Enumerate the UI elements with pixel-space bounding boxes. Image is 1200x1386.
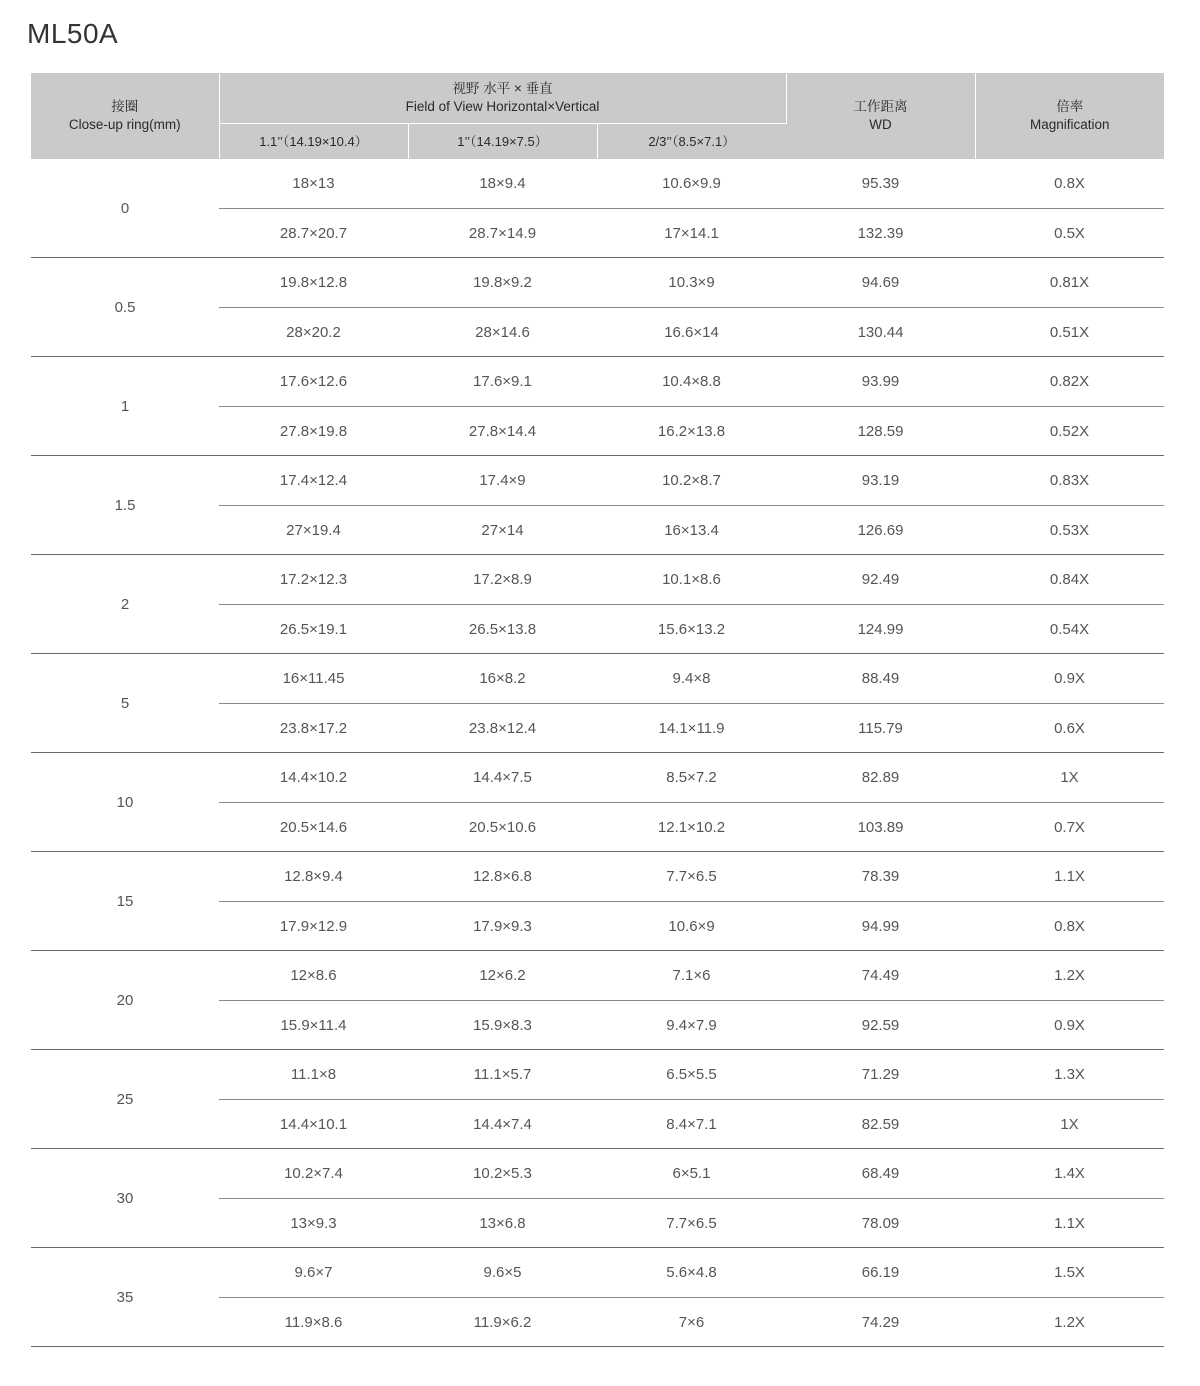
- table-row: [31, 753, 1164, 803]
- fov-1-1-cell: 11.9×8.6: [219, 1298, 408, 1347]
- magnification-cell: 0.7X: [975, 803, 1164, 852]
- magnification-cell: 1X: [975, 753, 1164, 803]
- fov-1-cell: 17.6×9.1: [408, 357, 597, 407]
- wd-cell: 128.59: [786, 407, 975, 456]
- magnification-cell: 1.1X: [975, 1199, 1164, 1248]
- table-header: [31, 73, 1164, 159]
- fov-2-3-cell: 9.4×8: [597, 654, 786, 704]
- close-up-ring-cell: 10: [31, 753, 219, 852]
- magnification-cell: 0.84X: [975, 555, 1164, 605]
- magnification-cell: 1.1X: [975, 852, 1164, 902]
- fov-1-cell: 27.8×14.4: [408, 407, 597, 456]
- fov-1-1-cell: 9.6×7: [219, 1248, 408, 1298]
- fov-1-1-cell: 16×11.45: [219, 654, 408, 704]
- header-fov-sensor-1: 1’’（14.19×7.5）: [408, 124, 597, 160]
- magnification-cell: 0.5X: [975, 209, 1164, 258]
- fov-1-cell: 11.1×5.7: [408, 1050, 597, 1100]
- wd-cell: 66.19: [786, 1248, 975, 1298]
- magnification-cell: 0.82X: [975, 357, 1164, 407]
- table-row: [31, 555, 1164, 605]
- magnification-cell: 0.6X: [975, 704, 1164, 753]
- fov-2-3-cell: 5.6×4.8: [597, 1248, 786, 1298]
- wd-cell: 124.99: [786, 605, 975, 654]
- wd-cell: 71.29: [786, 1050, 975, 1100]
- fov-1-1-cell: 12.8×9.4: [219, 852, 408, 902]
- magnification-cell: 1X: [975, 1100, 1164, 1149]
- header-ring: [31, 73, 219, 159]
- close-up-ring-cell: 2: [31, 555, 219, 654]
- fov-1-cell: 14.4×7.5: [408, 753, 597, 803]
- table-row: [31, 1050, 1164, 1100]
- wd-cell: 103.89: [786, 803, 975, 852]
- wd-cell: 78.09: [786, 1199, 975, 1248]
- fov-1-cell: 17.2×8.9: [408, 555, 597, 605]
- wd-cell: 93.19: [786, 456, 975, 506]
- table-row: [31, 852, 1164, 902]
- close-up-ring-cell: 25: [31, 1050, 219, 1149]
- fov-1-1-cell: 20.5×14.6: [219, 803, 408, 852]
- fov-2-3-cell: 15.6×13.2: [597, 605, 786, 654]
- wd-cell: 115.79: [786, 704, 975, 753]
- fov-1-1-cell: 26.5×19.1: [219, 605, 408, 654]
- table-row: [31, 258, 1164, 308]
- fov-1-cell: 12.8×6.8: [408, 852, 597, 902]
- close-up-ring-cell: 0: [31, 159, 219, 258]
- fov-1-1-cell: 11.1×8: [219, 1050, 408, 1100]
- magnification-cell: 1.4X: [975, 1149, 1164, 1199]
- wd-cell: 74.49: [786, 951, 975, 1001]
- magnification-cell: 0.9X: [975, 1001, 1164, 1050]
- fov-2-3-cell: 16.6×14: [597, 308, 786, 357]
- fov-2-3-cell: 16.2×13.8: [597, 407, 786, 456]
- wd-cell: 132.39: [786, 209, 975, 258]
- fov-1-cell: 10.2×5.3: [408, 1149, 597, 1199]
- close-up-ring-cell: 15: [31, 852, 219, 951]
- close-up-ring-cell: 1.5: [31, 456, 219, 555]
- magnification-cell: 1.2X: [975, 1298, 1164, 1347]
- fov-1-cell: 18×9.4: [408, 159, 597, 209]
- fov-2-3-cell: 16×13.4: [597, 506, 786, 555]
- fov-1-cell: 26.5×13.8: [408, 605, 597, 654]
- table-row: [31, 654, 1164, 704]
- magnification-cell: 0.9X: [975, 654, 1164, 704]
- fov-2-3-cell: 10.1×8.6: [597, 555, 786, 605]
- fov-2-3-cell: 12.1×10.2: [597, 803, 786, 852]
- magnification-cell: 0.54X: [975, 605, 1164, 654]
- fov-2-3-cell: 10.3×9: [597, 258, 786, 308]
- fov-2-3-cell: 7×6: [597, 1298, 786, 1347]
- spec-table: [31, 73, 1164, 1347]
- fov-2-3-cell: 8.4×7.1: [597, 1100, 786, 1149]
- fov-1-cell: 13×6.8: [408, 1199, 597, 1248]
- close-up-ring-cell: 1: [31, 357, 219, 456]
- wd-cell: 74.29: [786, 1298, 975, 1347]
- magnification-cell: 1.3X: [975, 1050, 1164, 1100]
- fov-1-1-cell: 10.2×7.4: [219, 1149, 408, 1199]
- fov-2-3-cell: 17×14.1: [597, 209, 786, 258]
- fov-1-cell: 11.9×6.2: [408, 1298, 597, 1347]
- table-body: [31, 159, 1164, 1347]
- close-up-ring-cell: 20: [31, 951, 219, 1050]
- fov-1-1-cell: 27×19.4: [219, 506, 408, 555]
- close-up-ring-cell: 30: [31, 1149, 219, 1248]
- close-up-ring-cell: 0.5: [31, 258, 219, 357]
- fov-1-1-cell: 17.2×12.3: [219, 555, 408, 605]
- fov-1-1-cell: 18×13: [219, 159, 408, 209]
- fov-2-3-cell: 7.1×6: [597, 951, 786, 1001]
- magnification-cell: 0.81X: [975, 258, 1164, 308]
- table-row: [31, 357, 1164, 407]
- fov-2-3-cell: 7.7×6.5: [597, 1199, 786, 1248]
- fov-1-1-cell: 17.4×12.4: [219, 456, 408, 506]
- wd-cell: 92.59: [786, 1001, 975, 1050]
- fov-2-3-cell: 10.4×8.8: [597, 357, 786, 407]
- fov-1-1-cell: 28×20.2: [219, 308, 408, 357]
- header-fov-sensor-1-1: 1.1’’（14.19×10.4）: [219, 124, 408, 160]
- fov-2-3-cell: 8.5×7.2: [597, 753, 786, 803]
- header-wd-zh: 工作距离: [853, 99, 908, 114]
- wd-cell: 88.49: [786, 654, 975, 704]
- fov-1-1-cell: 23.8×17.2: [219, 704, 408, 753]
- fov-1-cell: 20.5×10.6: [408, 803, 597, 852]
- wd-cell: 68.49: [786, 1149, 975, 1199]
- fov-1-1-cell: 14.4×10.1: [219, 1100, 408, 1149]
- fov-1-1-cell: 17.9×12.9: [219, 902, 408, 951]
- fov-1-cell: 16×8.2: [408, 654, 597, 704]
- table-row: [31, 456, 1164, 506]
- wd-cell: 93.99: [786, 357, 975, 407]
- header-wd-en: WD: [869, 117, 892, 132]
- fov-2-3-cell: 10.6×9.9: [597, 159, 786, 209]
- header-ring-en: Close-up ring(mm): [68, 117, 181, 132]
- fov-1-cell: 27×14: [408, 506, 597, 555]
- table-row: [31, 951, 1164, 1001]
- wd-cell: 95.39: [786, 159, 975, 209]
- magnification-cell: 0.53X: [975, 506, 1164, 555]
- fov-1-cell: 19.8×9.2: [408, 258, 597, 308]
- magnification-cell: 1.2X: [975, 951, 1164, 1001]
- fov-1-cell: 12×6.2: [408, 951, 597, 1001]
- wd-cell: 94.99: [786, 902, 975, 951]
- close-up-ring-cell: 35: [31, 1248, 219, 1347]
- fov-2-3-cell: 7.7×6.5: [597, 852, 786, 902]
- header-fov-zh: 视野 水平 × 垂直: [452, 81, 553, 96]
- magnification-cell: 0.8X: [975, 159, 1164, 209]
- wd-cell: 130.44: [786, 308, 975, 357]
- magnification-cell: 0.8X: [975, 902, 1164, 951]
- fov-2-3-cell: 10.2×8.7: [597, 456, 786, 506]
- fov-1-1-cell: 15.9×11.4: [219, 1001, 408, 1050]
- table-row: [31, 159, 1164, 209]
- fov-1-1-cell: 28.7×20.7: [219, 209, 408, 258]
- header-mag-zh: 倍率: [1056, 99, 1084, 114]
- header-fov: [219, 73, 786, 124]
- fov-2-3-cell: 6×5.1: [597, 1149, 786, 1199]
- fov-1-cell: 28.7×14.9: [408, 209, 597, 258]
- magnification-cell: 0.52X: [975, 407, 1164, 456]
- fov-1-1-cell: 19.8×12.8: [219, 258, 408, 308]
- page-title: ML50A: [27, 18, 119, 49]
- fov-2-3-cell: 14.1×11.9: [597, 704, 786, 753]
- close-up-ring-cell: 5: [31, 654, 219, 753]
- fov-1-1-cell: 12×8.6: [219, 951, 408, 1001]
- fov-1-cell: 17.9×9.3: [408, 902, 597, 951]
- wd-cell: 82.89: [786, 753, 975, 803]
- wd-cell: 92.49: [786, 555, 975, 605]
- wd-cell: 94.69: [786, 258, 975, 308]
- wd-cell: 78.39: [786, 852, 975, 902]
- fov-1-1-cell: 27.8×19.8: [219, 407, 408, 456]
- fov-2-3-cell: 9.4×7.9: [597, 1001, 786, 1050]
- fov-1-1-cell: 14.4×10.2: [219, 753, 408, 803]
- header-fov-sensor-2-3: 2/3’’（8.5×7.1）: [597, 124, 786, 160]
- wd-cell: 126.69: [786, 506, 975, 555]
- table-row: [31, 1248, 1164, 1298]
- header-magnification: [975, 73, 1164, 159]
- fov-1-cell: 14.4×7.4: [408, 1100, 597, 1149]
- magnification-cell: 1.5X: [975, 1248, 1164, 1298]
- fov-1-cell: 23.8×12.4: [408, 704, 597, 753]
- magnification-cell: 0.83X: [975, 456, 1164, 506]
- fov-2-3-cell: 10.6×9: [597, 902, 786, 951]
- magnification-cell: 0.51X: [975, 308, 1164, 357]
- fov-1-cell: 15.9×8.3: [408, 1001, 597, 1050]
- fov-1-1-cell: 13×9.3: [219, 1199, 408, 1248]
- fov-1-cell: 9.6×5: [408, 1248, 597, 1298]
- fov-2-3-cell: 6.5×5.5: [597, 1050, 786, 1100]
- header-wd: [786, 73, 975, 159]
- header-ring-zh: 接圈: [111, 99, 139, 114]
- header-mag-en: Magnification: [1029, 117, 1110, 132]
- fov-1-cell: 28×14.6: [408, 308, 597, 357]
- fov-1-cell: 17.4×9: [408, 456, 597, 506]
- header-fov-en: Field of View Horizontal×Vertical: [405, 99, 600, 114]
- fov-1-1-cell: 17.6×12.6: [219, 357, 408, 407]
- table-row: [31, 1149, 1164, 1199]
- wd-cell: 82.59: [786, 1100, 975, 1149]
